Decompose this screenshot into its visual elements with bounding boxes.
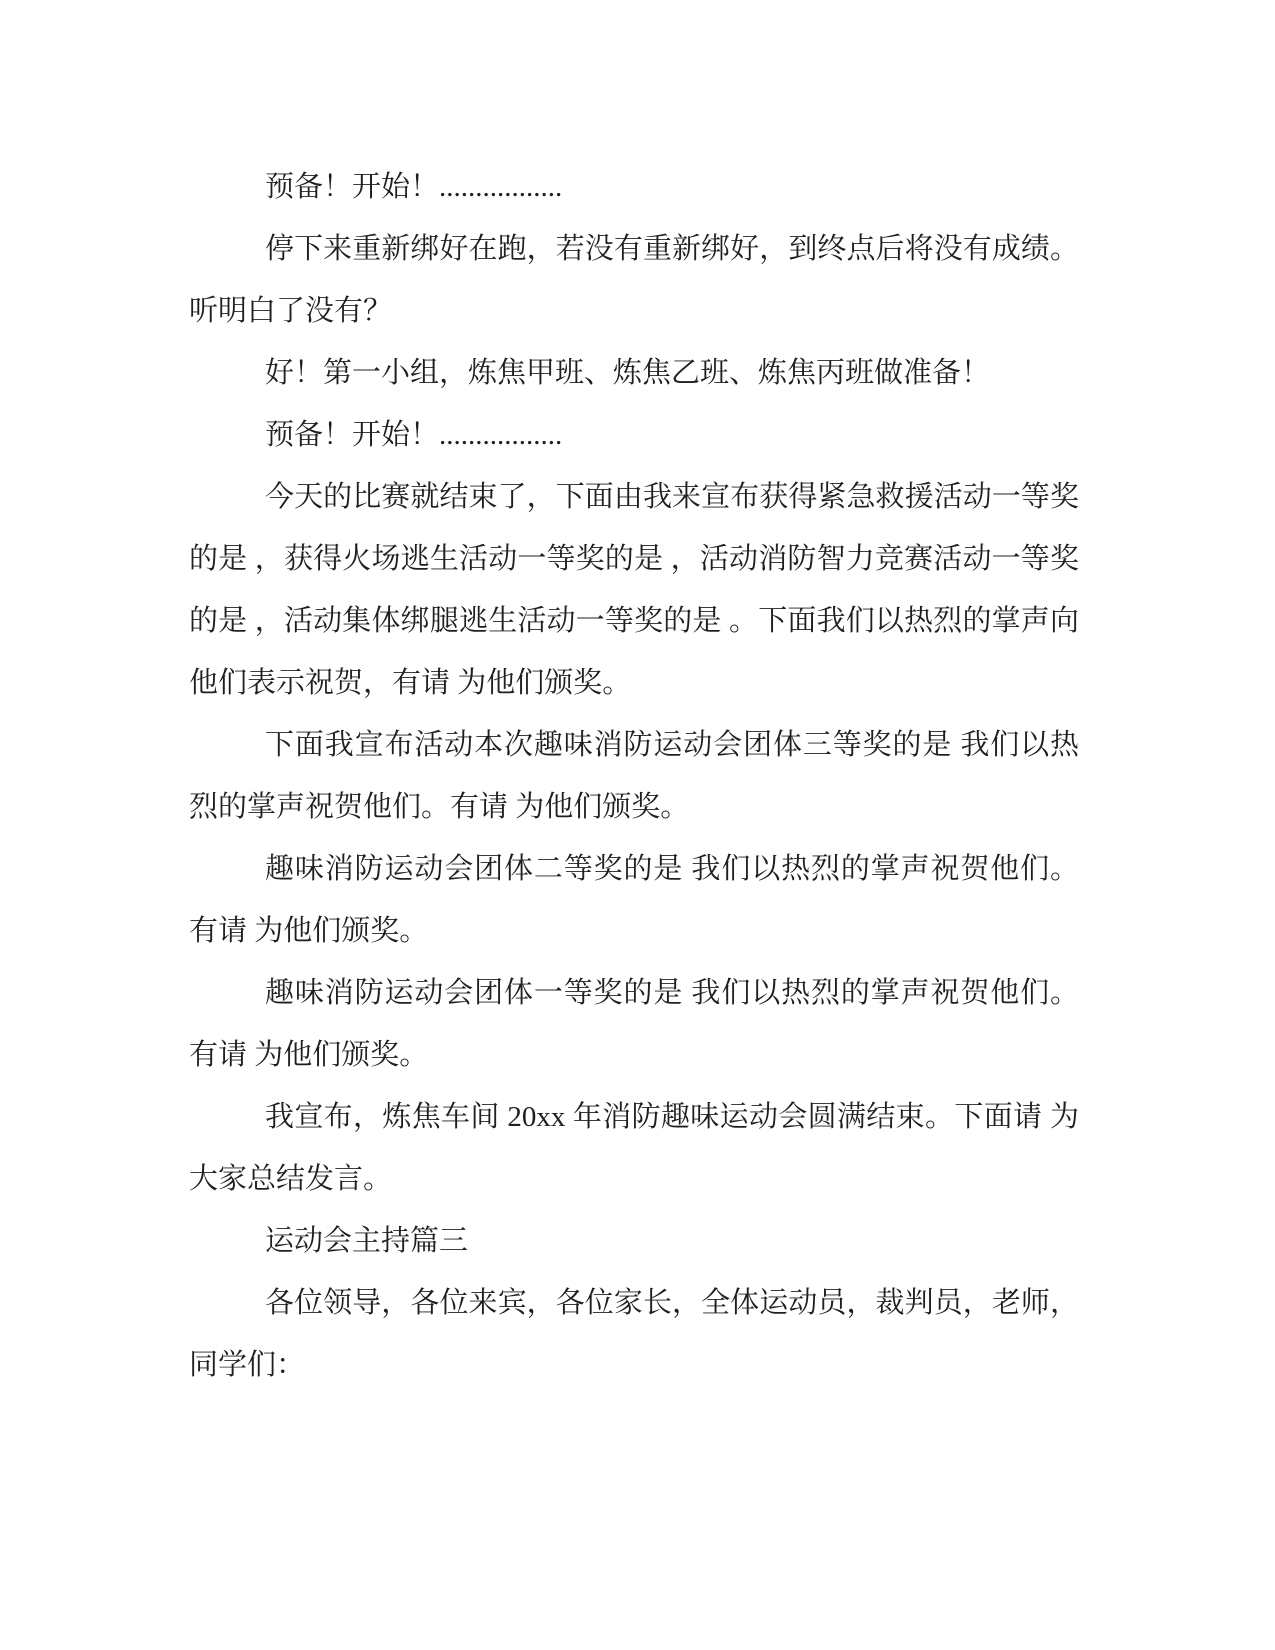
paragraph: 今天的比赛就结束了，下面由我来宣布获得紧急救援活动一等奖的是 ，获得火场逃生活动一等奖的是 ，活动消防智力竞赛活动一等奖的是 ，活动集体绑腿逃生活动一等奖的是 。下面我们以热烈的掌声向他们表示祝贺，有请 为他们颁奖。 [189, 481, 1079, 699]
paragraph: 我宣布，炼焦车间 20xx 年消防趣味运动会圆满结束。下面请 为大家总结发言。 [189, 1101, 1079, 1195]
paragraph: 各位领导，各位来宾，各位家长，全体运动员，裁判员，老师，同学们： [189, 1287, 1079, 1381]
paragraph: 好！第一小组，炼焦甲班、炼焦乙班、炼焦丙班做准备！ [265, 357, 991, 389]
paragraph: 预备！开始！................. [265, 171, 563, 203]
paragraph: 下面我宣布活动本次趣味消防运动会团体三等奖的是 我们以热烈的掌声祝贺他们。有请 为他们颁奖。 [189, 729, 1079, 823]
paragraph: 停下来重新绑好在跑，若没有重新绑好，到终点后将没有成绩。听明白了没有？ [189, 233, 1079, 327]
paragraph: 趣味消防运动会团体二等奖的是 我们以热烈的掌声祝贺他们。有请 为他们颁奖。 [189, 853, 1079, 947]
paragraph: 趣味消防运动会团体一等奖的是 我们以热烈的掌声祝贺他们。有请 为他们颁奖。 [189, 977, 1079, 1071]
document-text-body [189, 156, 1079, 1396]
paragraph: 预备！开始！................. [265, 419, 563, 451]
paragraph: 运动会主持篇三 [265, 1225, 469, 1257]
